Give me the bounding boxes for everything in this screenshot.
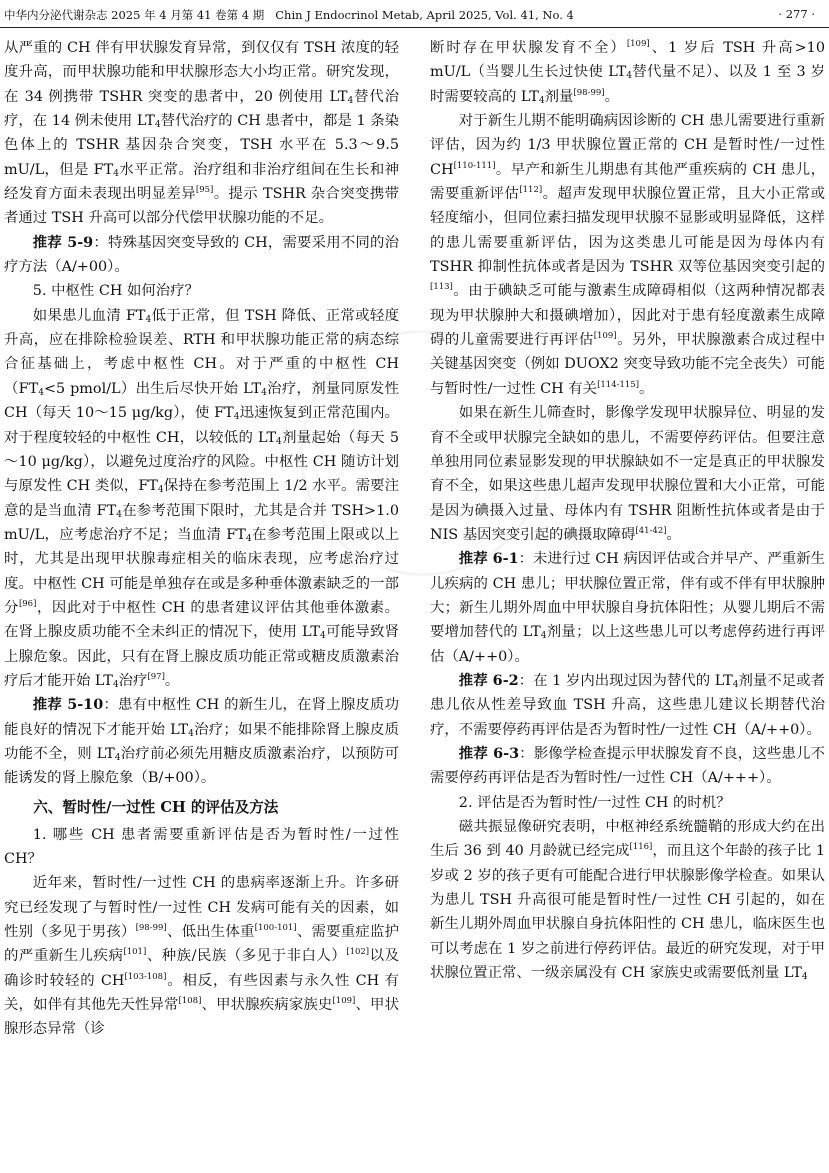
paragraph: 对于新生儿期不能明确病因诊断的 CH 患儿需要进行重新评估，因为约 1/3 甲状腺位置正常的 CH 是暂时性/一过性 CH[110-111]。早产和新生儿期患有其他严重疾病的 CH 患儿，需要重新评估[112]。超声发现甲状腺位置正常，且大小正常或轻度缩小，但同位素扫描发现甲状腺不显影或明显降低，这样的患儿需要重新评估，因为这类患儿可能是因为母体内有 TSHR 抑制性抗体或者是因为 TSHR 双等位基因突变引起的[113]。由于碘缺乏可能与激素生成障碍相似（这两种情况都表现为甲状腺肿大和摄碘增加），因此对于患有轻度激素生成障碍的儿童需要进行再评估[109]。另外，甲状腺激素合成过程中关键基因突变（例如 DUOX2 突变导致功能不完全丧失）可能与暂时性/一过性 CH 有关[114-115]。 <box>430 113 825 397</box>
paragraph: 断时存在甲状腺发育不全）[109]、1 岁后 TSH 升高>10 mU/L（当婴儿生长过快使 $LT_4$替代量不足）、以及 1 至 3 岁时需要较高的 $LT_4$剂量[98-99]。 <box>430 39 825 106</box>
question-heading: 5. 中枢性 CH 如何治疗？ <box>32 283 199 300</box>
header-journal <box>4 7 574 23</box>
recommendation-5-9: 推荐 5-9：特殊基因突变导致的 CH，需要采用不同的治疗方法（A/+00）。 <box>4 233 399 276</box>
journal-en: Chin J Endocrinol Metab, April 2025, Vol. 41, No. 4 <box>275 8 574 22</box>
question-heading: 1. 哪些 CH 患者需要重新评估是否为暂时性/一过性 CH？ <box>4 826 399 867</box>
recommendation-6-1: 推荐 6-1：未进行过 CH 病因评估或合并早产、严重新生儿疾病的 CH 患儿；甲状腺位置正常，伴有或不伴有甲状腺肿大；新生儿期外周血中甲状腺自身抗体阳性；从婴儿期后不需要增加替代的 $LT_4$剂量；以上这些患儿可以考虑停药进行再评估（A/++0）。 <box>430 550 825 665</box>
paragraph: 近年来，暂时性/一过性 CH 的患病率逐渐上升。许多研究已经发现了与暂时性/一过性 CH 发病可能有关的因素，如性别（多见于男孩）[98-99]、低出生体重[100-101]、需要重症监护的严重新生儿疾病[101]、种族/民族（多见于非白人）[102]以及确诊时较轻的 CH[103-108]。相反，有些因素与永久性 CH 有关，如伴有其他先天性异常[108]、甲状腺疾病家族史[109]、甲状腺形态异常（诊 <box>4 875 399 1038</box>
paragraph: 从严重的 CH 伴有甲状腺发育异常，到仅仅有 TSH 浓度的轻度升高，而甲状腺功能和甲状腺形态大小均正常。研究发现，在 34 例携带 TSHR 突变的患者中，20 例使用 $LT_4$替代治疗，在 14 例未使用 $LT_4$替代治疗的 CH 患者中，都是 1 条染色体上的 TSHR 基因杂合突变，TSH 水平在 5.3～9.5 mU/L，但是 $FT_4$水平正常。治疗组和非治疗组间在生长和神经发育方面未表现出明显差异[95]。提示 TSHR 杂合突变携带者通过 TSH 升高可以部分代偿甲状腺功能的不足。 <box>4 40 399 227</box>
journal-cn: 中华内分泌代谢杂志 2025 年 4 月第 41 卷第 4 期 <box>4 8 265 22</box>
page-number: · 277 · <box>778 7 815 21</box>
question-heading: 2. 评估是否为暂时性/一过性 CH 的时机？ <box>458 794 731 811</box>
header-rule <box>0 27 829 28</box>
running-header <box>0 0 829 30</box>
recommendation-5-10: 推荐 5-10：患有中枢性 CH 的新生儿，在肾上腺皮质功能良好的情况下才能开始 $LT_4$治疗；如果不能排除肾上腺皮质功能不全，则 $LT_4$治疗前必须先用糖皮质激素治疗，以预防可能诱发的肾上腺危象（B/+00）。 <box>4 696 399 787</box>
recommendation-6-3: 推荐 6-3：影像学检查提示甲状腺发育不良，这些患儿不需要停药再评估是否为暂时性/一过性 CH（A/+++）。 <box>430 744 825 787</box>
paragraph: 如果在新生儿筛查时，影像学发现甲状腺异位、明显的发育不全或甲状腺完全缺如的患儿，不需要停药评估。但要注意单独用同位素显影发现的甲状腺缺如不一定是真正的甲状腺发育不全，如果这些患儿超声发现甲状腺位置和大小正常，可能是因为碘摄入过量、母体内有 TSHR 阻断性抗体或者是由于 NIS 基因突变引起的碘摄取障碍[41-42]。 <box>430 405 825 543</box>
right-column <box>430 36 825 1171</box>
paragraph: 如果患儿血清 $FT_4$低于正常，但 TSH 降低、正常或轻度升高，应在排除检验误差、RTH 和甲状腺功能正常的病态综合征基础上，考虑中枢性 CH。对于严重的中枢性 $CH(FT_4<5$ pmol/L）出生后尽快开始 $LT_4$治疗，剂量同原发性 CH（每天 10～15 μg/kg），使 $FT_4$迅速恢复到正常范围内。对于程度较轻的中枢性 CH，以较低的 $LT_4$剂量起始（每天 5～10 μg/kg），以避免过度治疗的风险。中枢性 CH 随访计划与原发性 CH 类似，$FT_4$保持在参考范围上 1/2 水平。需要注意的是当血清 $FT_4$在参考范围下限时，尤其是合并 TSH>1.0 mU/L，应考虑治疗不足；当血清 $FT_4$在参考范围上限或以上时，尤其是出现甲状腺毒症相关的临床表现，应考虑治疗过度。中枢性 CH 可能是单独存在或是多种垂体激素缺乏的一部分[96]，因此对于中枢性 CH 的患者建议评估其他垂体激素。在肾上腺皮质功能不全未纠正的情况下，使用 $LT_4$可能导致肾上腺危象。因此，只有在肾上腺皮质功能正常或糖皮质激素治疗后才能开始 $LT_4$治疗[97]。 <box>4 307 399 690</box>
paragraph: 磁共振显像研究表明，中枢神经系统髓鞘的形成大约在出生后 36 到 40 月龄就已经完成[116]，而且这个年龄的孩子比 1 岁或 2 岁的孩子更有可能配合进行甲状腺影像学检查。如果认为患儿 TSH 升高很可能是暂时性/一过性 CH 引起的，如在新生儿期外周血甲状腺自身抗体阳性的 CH 患儿，临床医生也可以考虑在 1 岁之前进行停药评估。最近的研究发现，对于甲状腺位置正常、一级亲属没有 CH 家族史或需要低剂量 $LT_4$ <box>430 819 825 983</box>
section-heading: 六、暂时性/一过性 CH 的评估及方法 <box>33 798 279 816</box>
recommendation-6-2: 推荐 6-2：在 1 岁内出现过因为替代的 $LT_4$剂量不足或者患儿依从性差导致血 TSH 升高，这些患儿建议长期替代治疗，不需要停药再评估是否为暂时性/一过性 CH（A/++0）。 <box>430 671 825 738</box>
left-column <box>4 36 399 1171</box>
